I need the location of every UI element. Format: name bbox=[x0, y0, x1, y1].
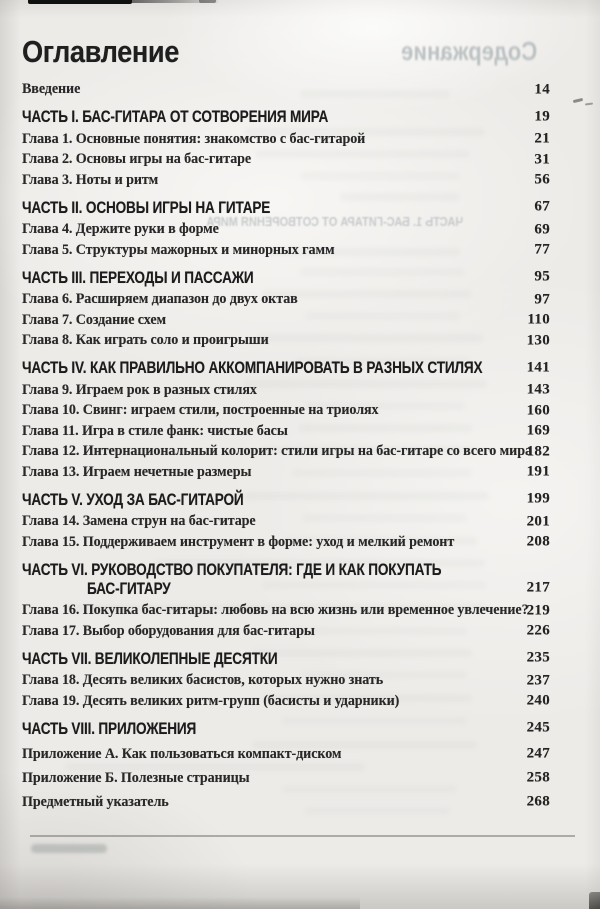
toc-entry-label: Глава 19. Десять великих ритм-групп (басисты и ударники) bbox=[22, 692, 400, 709]
toc-entry bbox=[22, 403, 550, 418]
toc-entry-label: Глава 1. Основные понятия: знакомство с бас-гитарой bbox=[22, 130, 366, 147]
toc-entry-label: БАС-ГИТАРУ bbox=[87, 578, 171, 598]
toc-entry-label: Глава 18. Десять великих басистов, которых нужно знать bbox=[22, 672, 384, 688]
toc-entry-page: 160 bbox=[526, 402, 550, 418]
toc-entry-page: 19 bbox=[534, 108, 550, 124]
toc-entry-page: 245 bbox=[526, 719, 550, 736]
toc-entry bbox=[22, 514, 550, 529]
toc-entry bbox=[22, 673, 550, 688]
toc-entry-page: 247 bbox=[526, 745, 550, 762]
toc-entry-label: Глава 16. Покупка бас-гитары: любовь на всю жизнь или временное увлечение? bbox=[22, 602, 529, 618]
toc-entry-page: 77 bbox=[534, 241, 550, 258]
bleedthrough-part-line: ЧАСТЬ 1. БАС-ГИТАРА ОТ СОТВОРЕНИЯ МИРА bbox=[206, 214, 464, 229]
toc-entry-page: 219 bbox=[526, 602, 550, 618]
toc-entry-label: Глава 17. Выбор оборудования для бас-гитары bbox=[22, 622, 315, 639]
toc-entry-page: 31 bbox=[534, 151, 550, 167]
toc-entry-page: 208 bbox=[526, 533, 550, 550]
toc-entry-label: Приложение Б. Полезные страницы bbox=[22, 769, 250, 786]
toc-entry-label: Глава 13. Играем нечетные размеры bbox=[22, 463, 252, 480]
toc-entry bbox=[22, 222, 550, 237]
toc-entry-page: 237 bbox=[526, 672, 550, 688]
toc-entry bbox=[22, 719, 550, 738]
toc-entry bbox=[22, 424, 550, 439]
toc-entry-page: 199 bbox=[526, 490, 550, 507]
toc-entry bbox=[22, 603, 550, 618]
toc-entry-page: 97 bbox=[534, 291, 550, 307]
toc-entry-page: 110 bbox=[527, 311, 550, 328]
toc-entry-label: Глава 7. Создание схем bbox=[22, 311, 167, 328]
toc-entry bbox=[22, 173, 550, 188]
toc-entry bbox=[22, 465, 550, 480]
scan-artifact-top-bar bbox=[28, 0, 132, 4]
toc-entry-page: 143 bbox=[526, 381, 550, 398]
toc-entry bbox=[22, 82, 550, 97]
toc-entry-label: ЧАСТЬ VII. ВЕЛИКОЛЕПНЫЕ ДЕСЯТКИ bbox=[22, 648, 278, 668]
toc-entry-page: 191 bbox=[526, 463, 550, 480]
toc-entry-page: 217 bbox=[526, 579, 550, 596]
toc-entry bbox=[22, 292, 550, 307]
toc-entry-page: 141 bbox=[526, 359, 550, 375]
toc-entry bbox=[22, 649, 550, 668]
toc-entry-label: Глава 4. Держите руки в форме bbox=[22, 221, 219, 237]
toc-entry-page: 56 bbox=[534, 171, 550, 188]
toc-entry-page: 95 bbox=[534, 268, 550, 285]
toc-entry-label: ЧАСТЬ VI. РУКОВОДСТВО ПОКУПАТЕЛЯ: ГДЕ И КАК ПОКУПАТЬ bbox=[22, 559, 442, 579]
toc-entry bbox=[22, 444, 550, 459]
scan-artifact-corner-mark bbox=[589, 892, 600, 909]
toc-entry-label: Введение bbox=[22, 81, 81, 97]
toc-entry-label: ЧАСТЬ V. УХОД ЗА БАС-ГИТАРОЙ bbox=[22, 489, 244, 509]
toc-entry bbox=[22, 243, 550, 258]
toc-entry-page: 14 bbox=[534, 81, 550, 97]
footer-rule bbox=[30, 835, 575, 837]
scan-artifact-bottom-shadow bbox=[0, 897, 360, 909]
toc-entry-label: Приложение А. Как пользоваться компакт-диском bbox=[22, 745, 342, 762]
toc-entry bbox=[22, 358, 550, 377]
toc-entry bbox=[22, 107, 550, 126]
toc-entry-page: 240 bbox=[526, 692, 550, 709]
toc-entry-page: 21 bbox=[534, 130, 550, 147]
toc-entry-page: 201 bbox=[526, 513, 550, 529]
toc-entry-label: ЧАСТЬ VIII. ПРИЛОЖЕНИЯ bbox=[22, 718, 197, 738]
toc-entry-label: Глава 11. Игра в стиле фанк: чистые басы bbox=[22, 422, 288, 439]
toc-entry bbox=[22, 383, 550, 398]
toc-entry-label: Глава 12. Интернациональный колорит: стили игры на бас-гитаре со всего мира bbox=[22, 443, 532, 459]
toc-entry-page: 226 bbox=[526, 622, 550, 639]
toc-entry bbox=[22, 795, 550, 810]
toc-entry bbox=[22, 198, 550, 217]
toc-entry-label: ЧАСТЬ III. ПЕРЕХОДЫ И ПАССАЖИ bbox=[22, 267, 254, 287]
toc-entry-label: Глава 10. Свинг: играем стили, построенные на триолях bbox=[22, 402, 379, 418]
toc-entry-label: Глава 14. Замена струн на бас-гитаре bbox=[22, 513, 256, 529]
toc-entry bbox=[22, 624, 550, 639]
page-title: Оглавление bbox=[22, 34, 179, 69]
toc-entry-label: Глава 6. Расширяем диапазон до двух октав bbox=[22, 291, 298, 307]
toc-entry bbox=[22, 490, 550, 509]
toc-entry-page: 268 bbox=[526, 793, 550, 810]
toc-entry bbox=[22, 771, 550, 786]
toc-entry-page: 258 bbox=[526, 769, 550, 786]
toc-entry bbox=[22, 313, 550, 328]
toc-entry-label: Глава 8. Как играть соло и проигрыши bbox=[22, 332, 269, 348]
scan-artifact-top-speck bbox=[199, 0, 216, 3]
toc-entry bbox=[22, 747, 550, 762]
toc-entry bbox=[22, 694, 550, 709]
toc-entry-label: ЧАСТЬ II. ОСНОВЫ ИГРЫ НА ГИТАРЕ bbox=[22, 197, 271, 217]
toc-entry bbox=[22, 333, 550, 348]
toc-entry-label: Глава 2. Основы игры на бас-гитаре bbox=[22, 151, 252, 167]
toc-entry-page: 235 bbox=[526, 649, 550, 666]
toc-entry-page: 69 bbox=[534, 221, 550, 237]
toc-entry bbox=[22, 152, 550, 167]
toc-entry-label: ЧАСТЬ IV. КАК ПРАВИЛЬНО АККОМПАНИРОВАТЬ В РАЗНЫХ СТИЛЯХ bbox=[22, 358, 483, 377]
toc-entry bbox=[22, 268, 550, 287]
toc-entry-page: 169 bbox=[526, 422, 550, 439]
toc-entry-label: ЧАСТЬ I. БАС-ГИТАРА ОТ СОТВОРЕНИЯ МИРА bbox=[22, 107, 329, 126]
toc-entry bbox=[22, 560, 550, 598]
toc-entry-page: 182 bbox=[526, 443, 550, 459]
toc-entry-label: Глава 5. Структуры мажорных и минорных гамм bbox=[22, 241, 335, 258]
toc-list bbox=[22, 82, 550, 810]
toc-entry bbox=[22, 132, 550, 147]
toc-entry-page: 130 bbox=[526, 332, 550, 348]
toc-entry-label: Глава 15. Поддерживаем инструмент в форме: уход и мелкий ремонт bbox=[22, 533, 455, 550]
toc-entry-label: Глава 3. Ноты и ритм bbox=[22, 171, 159, 188]
toc-entry-label: Предметный указатель bbox=[22, 793, 169, 810]
toc-entry bbox=[22, 535, 550, 550]
toc-entry-label: Глава 9. Играем рок в разных стилях bbox=[22, 381, 257, 398]
bleedthrough-title: Содержание bbox=[401, 36, 538, 66]
toc-entry-page: 67 bbox=[534, 198, 550, 215]
